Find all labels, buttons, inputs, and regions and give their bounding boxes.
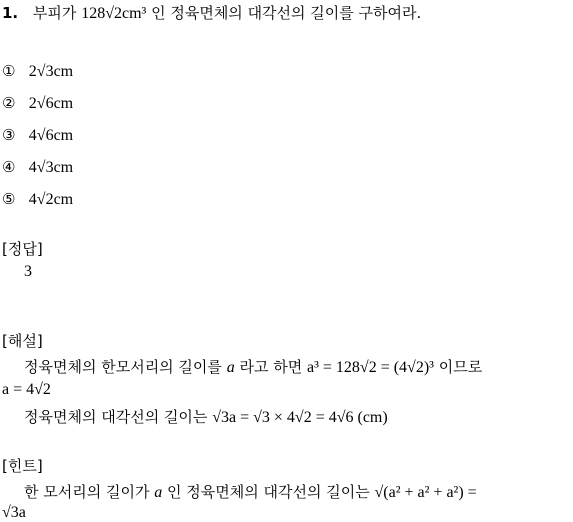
question-number: 1. [2,4,19,22]
question [2,2,421,23]
choice-mark: ⑤ [2,190,16,208]
choice-value: 2√3cm [28,63,74,80]
choice-3[interactable] [2,126,73,145]
choice-4[interactable] [2,158,73,177]
hint-text: 한 모서리의 길이가 [24,483,150,501]
choice-value: 2√6cm [28,95,74,112]
explanation-var: a [226,359,235,376]
choice-1[interactable] [2,62,73,81]
hint-line-1 [24,481,477,502]
answer-heading: [정답] [2,240,43,258]
hint-mid: 인 정육면체의 대각선의 길이는 [167,483,370,501]
choice-5[interactable] [2,190,73,209]
choice-mark: ① [2,62,16,80]
hint-heading: [힌트] [2,457,43,475]
explanation-text: 정육면체의 대각선의 길이는 [24,408,208,426]
explanation-line-3 [24,406,388,427]
choice-mark: ③ [2,126,16,144]
hint-var: a [154,484,163,501]
choice-value: 4√6cm [28,127,74,144]
explanation-line-2: a = 4√2 [2,381,51,398]
explanation-mid: 라고 하면 [239,358,303,376]
explanation-text: 정육면체의 한모서리의 길이를 [24,358,222,376]
question-text-after: 인 정육면체의 대각선의 길이를 구하여라. [151,4,422,22]
explanation-end: 이므로 [438,358,483,376]
answer-value: 3 [24,263,32,280]
question-text-before: 부피가 [32,4,77,22]
hint-equation: √(a² + a² + a²) = [374,484,477,501]
choice-mark: ④ [2,158,16,176]
explanation-heading: [해설] [2,332,43,350]
question-volume: 128√2cm³ [81,5,147,22]
hint-line-2: √3a [2,504,26,521]
choice-value: 4√2cm [28,191,74,208]
choice-mark: ② [2,94,16,112]
explanation-line-1 [24,356,482,377]
explanation-equation: a³ = 128√2 = (4√2)³ [307,359,434,376]
choice-2[interactable] [2,94,73,113]
choice-value: 4√3cm [28,159,74,176]
explanation-equation: √3a = √3 × 4√2 = 4√6 (cm) [212,409,388,426]
